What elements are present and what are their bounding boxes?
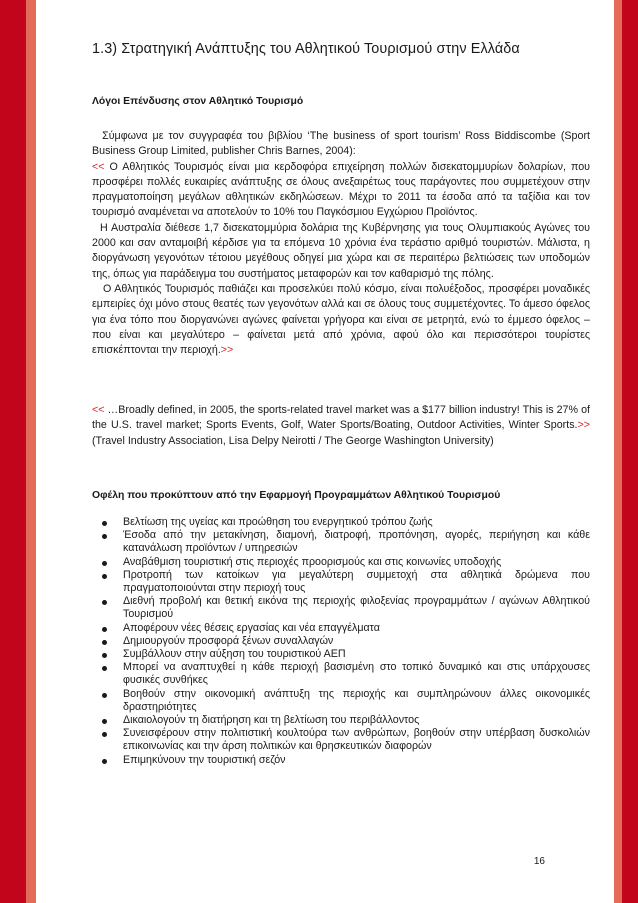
quote-block-greek [92,129,590,358]
english-open-quote-mark: << [92,404,105,416]
bullet-icon [102,600,107,605]
bullet-icon [102,732,107,737]
bullet-icon [102,719,107,724]
bullet-icon [102,561,107,566]
list-item: Προτροπή των κατοίκων για μεγαλύτερη συμμετοχή στα αθλητικά δρώμενα που πραγματοποιούνται στην περιοχή τους [92,569,590,595]
bullet-icon [102,759,107,764]
section-heading-investment: Λόγοι Επένδυσης στον Αθλητικό Τουρισμό [92,96,304,107]
list-item: Αποφέρουν νέες θέσεις εργασίας και νέα επαγγέλματα [92,622,590,635]
list-item: Επιμηκύνουν την τουριστική σεζόν [92,754,590,767]
close-quote-mark: >> [220,344,234,357]
open-quote-mark: << [92,160,105,173]
list-item: Αναβάθμιση τουριστική στις περιοχές προορισμούς και στις κοινωνίες υποδοχής [92,556,590,569]
bullet-icon [102,534,107,539]
list-item: Μπορεί να αναπτυχθεί η κάθε περιοχή βασισμένη στο τοπικό δυναμικό και στις υπάρχουσες φυσικές συνθήκες [92,661,590,687]
list-item: Βοηθούν στην οικονομική ανάπτυξη της περιοχής και συμπληρώνουν άλλες οικονομικές δραστηριότητες [92,688,590,714]
bullet-icon [102,574,107,579]
bullet-icon [102,640,107,645]
paragraph-3 [92,282,590,358]
english-quote-source: (Travel Industry Association, Lisa Delpy Neirotti / The George Washington University) [92,434,494,447]
english-quote-text: …Broadly defined, in 2005, the sports-related travel market was a $177 billion industry! This is 27% of the U.S. travel market; Sports Events, Golf, Water Sports/Boating, Outdoor Activities, Winter Sports. [92,404,590,432]
english-quote-paragraph [92,403,590,449]
list-item: Βελτίωση της υγείας και προώθηση του ενεργητικού τρόπου ζωής [92,516,590,529]
page-title: 1.3) Στρατηγική Ανάπτυξης του Αθλητικού Τουρισμού στην Ελλάδα [92,41,520,57]
intro-text: Σύμφωνα με τον συγγραφέα του βιβλίου ‘The business of sport tourism’ Ross Biddiscombe (Sport Business Group Limited, publisher Chris Barnes, 2004): [92,130,590,158]
quote-block-english [92,403,590,449]
bullet-icon [102,627,107,632]
bullet-icon [102,521,107,526]
list-item: Συνεισφέρουν στην πολιτιστική κουλτούρα των ανθρώπων, βοηθούν στην υπέρβαση δυσκολιών επικοινωνίας και την άρση πολιτικών και θρησκευτικών διαφορών [92,727,590,753]
list-item: Διεθνή προβολή και θετική εικόνα της περιοχής φιλοξενίας προγραμμάτων / αγώνων Αθλητικού Τουρισμού [92,595,590,621]
intro-paragraph [92,129,590,160]
list-item: Δημιουργούν προσφορά ξένων συναλλαγών [92,635,590,648]
bullet-icon [102,666,107,671]
page-number: 16 [533,856,545,867]
bullet-icon [102,653,107,658]
list-item: Συμβάλλουν στην αύξηση του τουριστικού ΑΕΠ [92,648,590,661]
section-heading-benefits: Οφέλη που προκύπτουν από την Εφαρμογή Προγραμμάτων Αθλητικού Τουρισμού [92,490,501,501]
paragraph-2 [92,221,590,282]
list-item: Δικαιολογούν τη διατήρηση και τη βελτίωση του περιβάλλοντος [92,714,590,727]
left-decorative-band [0,0,36,903]
english-close-quote-mark: >> [577,419,590,432]
benefits-list [92,516,590,767]
list-item: Έσοδα από την μετακίνηση, διαμονή, διατροφή, προπόνηση, αγορές, περιήγηση και κάθε κατανάλωση προϊόντων / υπηρεσιών [92,529,590,555]
paragraph-2-text: Η Αυστραλία διέθεσε 1,7 δισεκατομμύρια δολάρια της Κυβέρνησης για τους Ολυμπιακούς Αγώνες του 2000 και σαν ανταμοιβή κέρδισε για τα επόμενα 10 χρόνια ένα τεράστιο αριθμό τουριστών. Μάλιστα, η διοργάνωση γεγονότων τέτοιου μεγέθους οδηγεί μια χώρα και σε περαιτέρω βελτιώσεις των υποδομών της, όπως για παράδειγμα του συστήματος μεταφορών και τον καθαρισμό της πόλης. [92,221,590,280]
bullet-icon [102,693,107,698]
paragraph-1-text: Ο Αθλητικός Τουρισμός είναι μια κερδοφόρα επιχείρηση πολλών δισεκατομμυρίων δολαρίων, που προσφέρει πολλές ευκαιρίες ανάπτυξης σε όλους ανεξαιρέτως τους παράγοντες που συμμετέχουν στην πραγματοποίηση μεγάλων αθλητικών εκδηλώσεων. Μέχρι το 2011 τα έσοδα από τα ταξίδια και τον τουρισμό αναμένεται να αποτελούν το 10% του Παγκόσμιου Εγχώριου Προϊόντος. [92,160,590,219]
right-decorative-band [614,0,638,903]
paragraph-1 [92,160,590,221]
paragraph-3-text: Ο Αθλητικός Τουρισμός παθιάζει και προσελκύει πολύ κόσμο, είναι πολυέξοδος, προσφέρει μοναδικές εμπειρίες όχι μόνο στους θεατές των γεγονότων αλλά και σε όλους τους συμμετέχοντες. Το άμεσο όφελος για ένα τόπο που διοργανώνει αγώνες φαίνεται γρήγορα και είναι σε μετρητά, ενώ το έμμεσο όφελος – που είναι και μεγαλύτερο – φαίνεται μετά από χρόνια, αφού όλο και περισσότεροι τουρίστες επισκέπτονται την περιοχή. [92,282,590,357]
